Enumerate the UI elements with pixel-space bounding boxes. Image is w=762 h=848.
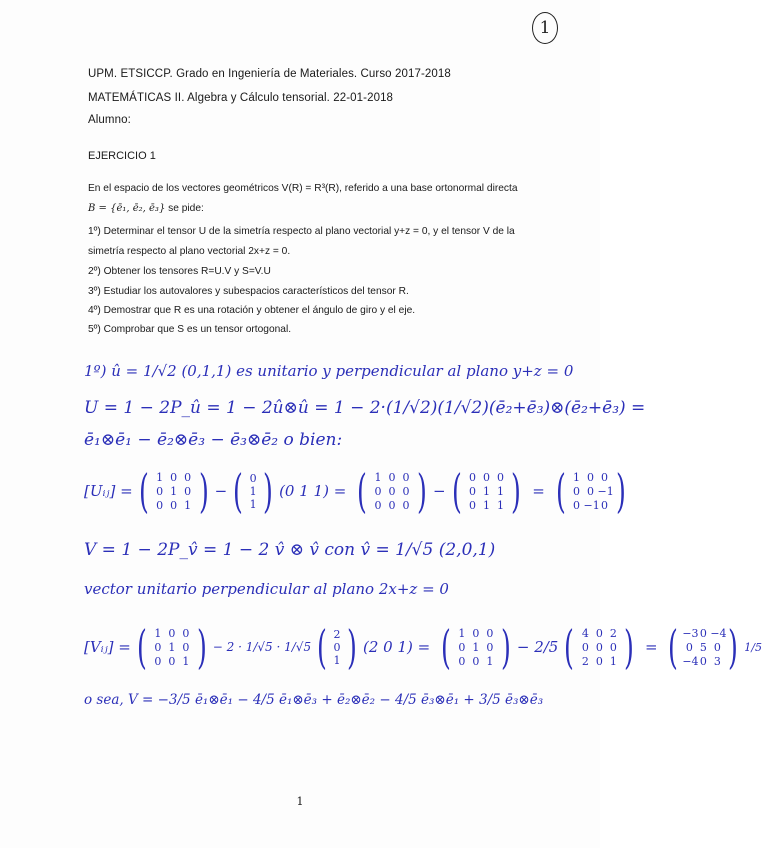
- matrix-cell: −4: [682, 654, 699, 668]
- footer-page-number: 1: [296, 795, 304, 808]
- matrix-cell: 0: [182, 626, 190, 640]
- matrix-cell: 0: [472, 654, 480, 668]
- grid: [682, 626, 727, 668]
- matrix-cell: 0: [156, 484, 164, 498]
- matrix-v-result: ( −3 0 −4 0 5 0 −4 0 3 ): [668, 620, 739, 674]
- circled-page-marker: 1: [532, 12, 558, 44]
- matrix-u-row: (0 1 1): [279, 482, 329, 500]
- matrix-cell: 1: [154, 626, 162, 640]
- matrix-cell: 0: [573, 498, 580, 512]
- matrix-cell: 0: [587, 470, 594, 484]
- matrix-cell: −4: [710, 626, 727, 640]
- matrix-cell: 0: [601, 470, 608, 484]
- matrix-cell: −3: [682, 626, 699, 640]
- handwritten-line-2: U = 1 − 2P_û = 1 − 2û⊗û = 1 − 2·(1/√2)(1/√2)(ē₂+ē₃)⊗(ē₂+ē₃) =: [84, 398, 646, 418]
- matrix-cell: 1: [170, 484, 178, 498]
- matrix-cell: 0: [713, 640, 721, 654]
- question-5: 5º) Comprobar que S es un tensor ortogonal.: [88, 324, 292, 335]
- matrix-cell: 0: [184, 470, 192, 484]
- matrix-cell: 1: [182, 654, 190, 668]
- matrix-cell: 0: [388, 470, 396, 484]
- matrix-cell: 0: [388, 498, 396, 512]
- matrix-cell: 1: [482, 498, 490, 512]
- matrix-cell: 4: [581, 626, 589, 640]
- col: [331, 628, 343, 667]
- matrix-u-identity-2: ( 1 0 0 0 0 0 0 0 0 ): [357, 464, 427, 518]
- matrix-cell: 0: [595, 640, 603, 654]
- matrix-cell: 0: [486, 640, 494, 654]
- matrix-v-identity-2: ( 1 0 0 0 1 0 0 0 1 ): [441, 620, 511, 674]
- matrix-cell: 0: [154, 640, 162, 654]
- matrix-cell: 0: [468, 498, 476, 512]
- matrix-cell: 0: [595, 654, 603, 668]
- matrix-cell: 0: [388, 484, 396, 498]
- matrix-cell: 0: [699, 654, 707, 668]
- matrix-cell: 1: [472, 640, 480, 654]
- handwritten-line-1: 1º) û = 1/√2 (0,1,1) es unitario y perpendicular al plano y+z = 0: [84, 362, 574, 380]
- matrix-cell: 0: [170, 498, 178, 512]
- handwritten-matrix-u: [Uᵢⱼ] = ( 1 0 0 0 1 0 0 0 1 ) − ( 0 1 1 ) (0 1 1) = ( 1 0 0 0 0 0 0 0 0 ) − ( 0 0 0 0 1 1 0 1 1 ) = ( 1 0 0 0 0 −1 0 −1 0 ): [84, 462, 631, 520]
- matrix-cell: 0: [587, 484, 594, 498]
- handwritten-line-5: vector unitario perpendicular al plano 2x+z = 0: [84, 580, 449, 598]
- matrix-cell: 0: [168, 626, 176, 640]
- matrix-cell: 1: [168, 640, 176, 654]
- handwritten-matrix-v: [Vᵢⱼ] = ( 1 0 0 0 1 0 0 0 1 ) − 2 · 1/√5 · 1/√5 ( 2 0 1 ) (2 0 1) = ( 1 0 0 0 1 0 0 0 1 ) − 2/5 ( 4 0 2 0 0 0 2 0 1 ) = ( −3 0 −4 0 5 0 −4 0 3 ) 1/5: [84, 620, 762, 674]
- question-1b: simetría respecto al plano vectorial 2x+z = 0.: [88, 246, 291, 257]
- matrix-cell: 0: [154, 654, 162, 668]
- matrix-cell: 0: [374, 498, 382, 512]
- matrix-cell: 1: [249, 497, 257, 511]
- header-subject: MATEMÁTICAS II. Algebra y Cálculo tensorial. 22-01-2018: [88, 92, 394, 104]
- header-student: Alumno:: [88, 114, 131, 126]
- matrix-cell: 0: [685, 640, 693, 654]
- matrix-cell: 1: [374, 470, 382, 484]
- matrix-cell: 0: [496, 470, 504, 484]
- matrix-cell: 2: [581, 654, 589, 668]
- exercise-basis-line: [88, 203, 204, 214]
- matrix-cell: 3: [713, 654, 721, 668]
- basis-suffix: se pide:: [168, 203, 204, 214]
- matrix-cell: 1: [609, 654, 617, 668]
- matrix-v-row: (2 0 1): [362, 638, 413, 656]
- matrix-u-label: [Uᵢⱼ] =: [84, 482, 133, 500]
- matrix-cell: 0: [249, 471, 257, 485]
- basis-formula: B = {ē₁, ē₂, ē₃}: [88, 203, 166, 214]
- matrix-cell: 0: [573, 484, 580, 498]
- matrix-cell: 0: [468, 484, 476, 498]
- matrix-cell: 1: [496, 484, 504, 498]
- matrix-cell: 0: [699, 626, 707, 640]
- matrix-u-identity: ( 1 0 0 0 1 0 0 0 1 ): [138, 464, 209, 518]
- grid: [153, 471, 195, 512]
- matrix-cell: 0: [156, 498, 164, 512]
- matrix-cell: −1: [597, 484, 614, 498]
- matrix-cell: 0: [486, 626, 494, 640]
- matrix-cell: 0: [595, 626, 603, 640]
- matrix-cell: 0: [609, 640, 617, 654]
- matrix-cell: 2: [609, 626, 617, 640]
- matrix-cell: 1: [333, 653, 341, 667]
- matrix-cell: 5: [699, 640, 707, 654]
- grid: [371, 471, 413, 512]
- matrix-cell: 0: [468, 470, 476, 484]
- matrix-cell: −1: [583, 498, 600, 512]
- matrix-cell: 1: [573, 470, 580, 484]
- grid: [151, 627, 193, 668]
- matrix-cell: 1: [486, 654, 494, 668]
- matrix-cell: 0: [333, 640, 341, 654]
- matrix-cell: 0: [168, 654, 176, 668]
- matrix-cell: 0: [482, 470, 490, 484]
- matrix-u-outer: ( 0 0 0 0 1 1 0 1 1 ): [451, 464, 522, 518]
- handwritten-line-3: ē₁⊗ē₁ − ē₂⊗ē₃ − ē₃⊗ē₂ o bien:: [84, 430, 343, 450]
- matrix-cell: 0: [458, 654, 466, 668]
- handwritten-line-7: o sea, V = −3/5 ē₁⊗ē₁ − 4/5 ē₁⊗ē₃ + ē₂⊗ē₂ − 4/5 ē₃⊗ē₁ + 3/5 ē₃⊗ē₃: [84, 692, 544, 708]
- matrix-cell: 0: [170, 470, 178, 484]
- question-2: 2º) Obtener los tensores R=U.V y S=V.U: [88, 266, 271, 277]
- matrix-cell: 1: [458, 626, 466, 640]
- question-1a: 1º) Determinar el tensor U de la simetría respecto al plano vectorial y+z = 0, y el tensor V de la: [88, 226, 515, 237]
- matrix-v-scale: 1/5: [744, 640, 762, 654]
- matrix-v-coef2: − 2/5: [516, 638, 559, 656]
- matrix-v-outer: ( 4 0 2 0 0 0 2 0 1 ): [564, 620, 635, 674]
- matrix-cell: 0: [374, 484, 382, 498]
- matrix-cell: 0: [182, 640, 190, 654]
- grid: [578, 627, 620, 668]
- matrix-u-column: ( 0 1 1 ): [233, 464, 274, 518]
- matrix-v-identity: ( 1 0 0 0 1 0 0 0 1 ): [136, 620, 207, 674]
- matrix-cell: 0: [184, 484, 192, 498]
- header-course: UPM. ETSICCP. Grado en Ingeniería de Materiales. Curso 2017-2018: [88, 68, 451, 80]
- grid: [465, 471, 507, 512]
- col: [247, 472, 259, 511]
- matrix-cell: 2: [333, 627, 341, 641]
- matrix-v-coef: − 2 · 1/√5 · 1/√5: [212, 640, 312, 654]
- exercise-intro: En el espacio de los vectores geométricos V(R) = R³(R), referido a una base ortonormal directa: [88, 183, 518, 194]
- handwritten-line-4: V = 1 − 2P_v̂ = 1 − 2 v̂ ⊗ v̂ con v̂ = 1/√5 (2,0,1): [84, 540, 496, 560]
- matrix-v-column: ( 2 0 1 ): [317, 620, 357, 674]
- matrix-cell: 1: [249, 484, 257, 498]
- matrix-cell: 1: [496, 498, 504, 512]
- matrix-u-result: ( 1 0 0 0 0 −1 0 −1 0 ): [555, 464, 626, 518]
- grid: [570, 471, 612, 512]
- matrix-cell: 0: [601, 498, 608, 512]
- question-4: 4º) Demostrar que R es una rotación y obtener el ángulo de giro y el eje.: [88, 305, 416, 316]
- matrix-cell: 1: [184, 498, 192, 512]
- matrix-cell: 0: [472, 626, 480, 640]
- grid: [455, 627, 497, 668]
- matrix-v-label: [Vᵢⱼ] =: [84, 638, 131, 656]
- matrix-cell: 0: [402, 484, 410, 498]
- matrix-cell: 1: [482, 484, 490, 498]
- matrix-cell: 1: [156, 470, 164, 484]
- matrix-cell: 0: [402, 470, 410, 484]
- matrix-cell: 0: [402, 498, 410, 512]
- exercise-title: EJERCICIO 1: [88, 150, 156, 162]
- matrix-cell: 0: [458, 640, 466, 654]
- matrix-cell: 0: [581, 640, 589, 654]
- question-3: 3º) Estudiar los autovalores y subespacios característicos del tensor R.: [88, 286, 409, 297]
